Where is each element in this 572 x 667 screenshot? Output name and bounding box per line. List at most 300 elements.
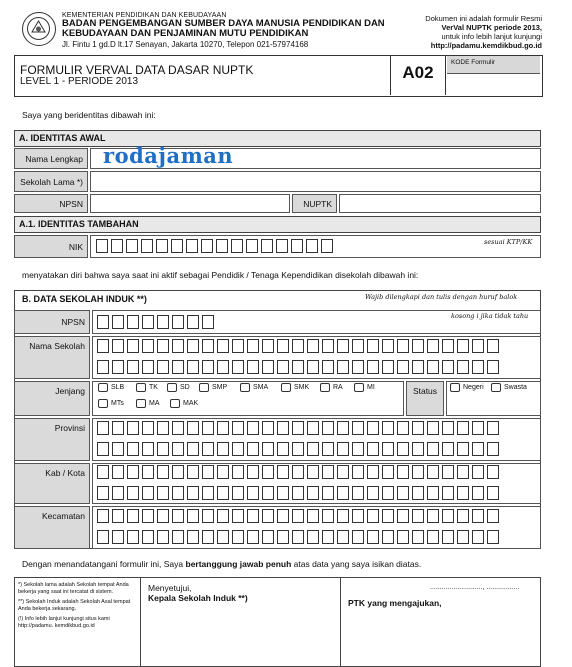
char-box[interactable]: [172, 360, 184, 374]
char-box[interactable]: [382, 360, 394, 374]
char-box[interactable]: [247, 442, 259, 456]
char-box[interactable]: [487, 360, 499, 374]
char-box[interactable]: [187, 465, 199, 479]
char-box[interactable]: [112, 315, 124, 329]
b-kecamatan-label: Kecamatan: [14, 506, 90, 549]
checkbox-icon[interactable]: [98, 383, 108, 392]
char-box[interactable]: [232, 509, 244, 523]
char-box[interactable]: [187, 530, 199, 544]
char-box[interactable]: [412, 530, 424, 544]
char-box[interactable]: [457, 465, 469, 479]
char-box[interactable]: [382, 421, 394, 435]
char-box[interactable]: [112, 442, 124, 456]
char-box[interactable]: [277, 486, 289, 500]
char-box[interactable]: [202, 465, 214, 479]
char-box[interactable]: [97, 530, 109, 544]
checkbox-icon[interactable]: [240, 383, 250, 392]
char-box[interactable]: [141, 239, 153, 253]
char-box[interactable]: [292, 442, 304, 456]
char-box[interactable]: [367, 421, 379, 435]
char-box[interactable]: [397, 339, 409, 353]
char-box[interactable]: [337, 442, 349, 456]
char-box[interactable]: [127, 339, 139, 353]
char-box[interactable]: [412, 421, 424, 435]
char-box[interactable]: [322, 339, 334, 353]
char-box[interactable]: [262, 509, 274, 523]
char-box[interactable]: [307, 421, 319, 435]
sekolah-lama-field[interactable]: [90, 171, 541, 192]
char-box[interactable]: [247, 509, 259, 523]
char-box[interactable]: [202, 339, 214, 353]
checkbox-icon[interactable]: [491, 383, 501, 392]
header-note: [382, 14, 542, 50]
char-box[interactable]: [367, 339, 379, 353]
char-box[interactable]: [337, 421, 349, 435]
jenjang-option-mak[interactable]: [170, 399, 198, 408]
char-box[interactable]: [187, 339, 199, 353]
note-line: untuk info lebih lanjut kunjungi: [441, 32, 542, 41]
char-box[interactable]: [142, 442, 154, 456]
char-box[interactable]: [322, 442, 334, 456]
char-box[interactable]: [442, 465, 454, 479]
char-box[interactable]: [382, 530, 394, 544]
char-box[interactable]: [247, 486, 259, 500]
option-label: Swasta: [504, 384, 527, 391]
char-box[interactable]: [172, 315, 184, 329]
char-box[interactable]: [321, 239, 333, 253]
checkbox-icon[interactable]: [354, 383, 364, 392]
char-box[interactable]: [157, 465, 169, 479]
char-box[interactable]: [442, 339, 454, 353]
char-box[interactable]: [262, 360, 274, 374]
b-status-label: Status: [406, 381, 444, 416]
char-box[interactable]: [337, 465, 349, 479]
char-box[interactable]: [291, 239, 303, 253]
char-box[interactable]: [246, 239, 258, 253]
char-box[interactable]: [172, 421, 184, 435]
char-box[interactable]: [261, 239, 273, 253]
char-box[interactable]: [367, 360, 379, 374]
char-box[interactable]: [472, 339, 484, 353]
char-box[interactable]: [217, 509, 229, 523]
char-box[interactable]: [142, 360, 154, 374]
checkbox-icon[interactable]: [98, 399, 108, 408]
jenjang-option-ra[interactable]: [320, 383, 343, 392]
char-box[interactable]: [232, 360, 244, 374]
char-box[interactable]: [472, 360, 484, 374]
jenjang-option-smp[interactable]: [199, 383, 227, 392]
char-box[interactable]: [292, 465, 304, 479]
char-box[interactable]: [397, 421, 409, 435]
char-box[interactable]: [172, 442, 184, 456]
char-box[interactable]: [217, 530, 229, 544]
char-box[interactable]: [127, 315, 139, 329]
char-box[interactable]: [97, 509, 109, 523]
char-box[interactable]: [397, 442, 409, 456]
char-box[interactable]: [97, 360, 109, 374]
char-box[interactable]: [202, 530, 214, 544]
char-box[interactable]: [472, 465, 484, 479]
jenjang-option-sma[interactable]: [240, 383, 268, 392]
char-box[interactable]: [427, 486, 439, 500]
char-box[interactable]: [397, 486, 409, 500]
checkbox-icon[interactable]: [199, 383, 209, 392]
char-box[interactable]: [487, 530, 499, 544]
char-box[interactable]: [472, 442, 484, 456]
char-box[interactable]: [186, 239, 198, 253]
char-box[interactable]: [172, 339, 184, 353]
char-box[interactable]: [157, 530, 169, 544]
char-box[interactable]: [292, 509, 304, 523]
form-subtitle: LEVEL 1 - PERIODE 2013: [20, 76, 139, 87]
char-box[interactable]: [277, 465, 289, 479]
char-box[interactable]: [322, 486, 334, 500]
char-box[interactable]: [367, 486, 379, 500]
agency-line-1: BADAN PENGEMBANGAN SUMBER DAYA MANUSIA PENDIDIKAN DAN: [62, 18, 385, 29]
b-kab-boxes-2[interactable]: [97, 486, 502, 500]
char-box[interactable]: [202, 315, 214, 329]
char-box[interactable]: [247, 339, 259, 353]
char-box[interactable]: [262, 442, 274, 456]
char-box[interactable]: [307, 530, 319, 544]
char-box[interactable]: [397, 509, 409, 523]
char-box[interactable]: [127, 509, 139, 523]
status-option-swasta[interactable]: [491, 383, 527, 392]
b-npsn-note: kosong i jika tidak tahu: [451, 312, 529, 320]
jenjang-option-mts[interactable]: [98, 399, 124, 408]
char-box[interactable]: [352, 360, 364, 374]
char-box[interactable]: [97, 465, 109, 479]
char-box[interactable]: [427, 465, 439, 479]
char-box[interactable]: [201, 239, 213, 253]
char-box[interactable]: [277, 442, 289, 456]
option-label: SD: [180, 384, 190, 391]
char-box[interactable]: [217, 442, 229, 456]
char-box[interactable]: [487, 421, 499, 435]
char-box[interactable]: [337, 530, 349, 544]
char-box[interactable]: [427, 421, 439, 435]
intro-text: Saya yang beridentitas dibawah ini:: [22, 110, 156, 120]
char-box[interactable]: [157, 486, 169, 500]
char-box[interactable]: [442, 509, 454, 523]
char-box[interactable]: [412, 442, 424, 456]
char-box[interactable]: [262, 339, 274, 353]
footnote-3: (!) Info lebih lanjut kunjungi situs kami http://padamu. kemdikbud.go.id: [18, 616, 110, 629]
char-box[interactable]: [457, 339, 469, 353]
char-box[interactable]: [397, 465, 409, 479]
char-box[interactable]: [277, 509, 289, 523]
char-box[interactable]: [171, 239, 183, 253]
checkbox-icon[interactable]: [136, 399, 146, 408]
char-box[interactable]: [97, 339, 109, 353]
char-box[interactable]: [352, 339, 364, 353]
char-box[interactable]: [412, 360, 424, 374]
char-box[interactable]: [277, 421, 289, 435]
char-box[interactable]: [247, 421, 259, 435]
char-box[interactable]: [142, 315, 154, 329]
char-box[interactable]: [247, 360, 259, 374]
char-box[interactable]: [187, 315, 199, 329]
char-box[interactable]: [307, 465, 319, 479]
char-box[interactable]: [97, 442, 109, 456]
char-box[interactable]: [457, 421, 469, 435]
kode-formulir-field[interactable]: [447, 75, 540, 94]
char-box[interactable]: [202, 421, 214, 435]
form-code: A02: [402, 63, 434, 82]
checkbox-icon[interactable]: [136, 383, 146, 392]
char-box[interactable]: [277, 530, 289, 544]
char-box[interactable]: [367, 442, 379, 456]
char-box[interactable]: [127, 360, 139, 374]
char-box[interactable]: [412, 465, 424, 479]
char-box[interactable]: [142, 465, 154, 479]
jenjang-option-tk[interactable]: [136, 383, 158, 392]
char-box[interactable]: [472, 530, 484, 544]
char-box[interactable]: [172, 486, 184, 500]
char-box[interactable]: [202, 486, 214, 500]
char-box[interactable]: [412, 509, 424, 523]
checkbox-icon[interactable]: [167, 383, 177, 392]
char-box[interactable]: [382, 509, 394, 523]
char-box[interactable]: [232, 465, 244, 479]
b-provinsi-boxes-1[interactable]: [97, 421, 502, 435]
char-box[interactable]: [292, 360, 304, 374]
char-box[interactable]: [487, 509, 499, 523]
char-box[interactable]: [322, 421, 334, 435]
form-title: FORMULIR VERVAL DATA DASAR NUPTK: [20, 63, 254, 77]
char-box[interactable]: [232, 530, 244, 544]
char-box[interactable]: [352, 509, 364, 523]
char-box[interactable]: [307, 442, 319, 456]
char-box[interactable]: [412, 339, 424, 353]
char-box[interactable]: [322, 530, 334, 544]
b-nama-sekolah-boxes-2[interactable]: [97, 360, 502, 374]
jenjang-option-slb[interactable]: [98, 383, 124, 392]
char-box[interactable]: [322, 509, 334, 523]
char-box[interactable]: [142, 339, 154, 353]
char-box[interactable]: [127, 421, 139, 435]
char-box[interactable]: [457, 486, 469, 500]
b-kecamatan-boxes-1[interactable]: [97, 509, 502, 523]
option-label: MA: [149, 400, 160, 407]
char-box[interactable]: [142, 486, 154, 500]
char-box[interactable]: [307, 509, 319, 523]
char-box[interactable]: [487, 339, 499, 353]
char-box[interactable]: [112, 421, 124, 435]
char-box[interactable]: [397, 360, 409, 374]
char-box[interactable]: [247, 465, 259, 479]
char-box[interactable]: [97, 315, 109, 329]
jenjang-option-sd[interactable]: [167, 383, 190, 392]
char-box[interactable]: [142, 509, 154, 523]
char-box[interactable]: [157, 421, 169, 435]
char-box[interactable]: [262, 530, 274, 544]
char-box[interactable]: [442, 442, 454, 456]
char-box[interactable]: [232, 339, 244, 353]
char-box[interactable]: [157, 315, 169, 329]
char-box[interactable]: [457, 360, 469, 374]
b-kab-label: Kab / Kota: [14, 463, 90, 504]
char-box[interactable]: [367, 530, 379, 544]
b-kab-boxes-1[interactable]: [97, 465, 502, 479]
char-box[interactable]: [232, 442, 244, 456]
char-box[interactable]: [172, 530, 184, 544]
char-box[interactable]: [157, 339, 169, 353]
char-box[interactable]: [187, 360, 199, 374]
char-box[interactable]: [217, 360, 229, 374]
char-box[interactable]: [367, 465, 379, 479]
char-box[interactable]: [127, 530, 139, 544]
char-box[interactable]: [262, 465, 274, 479]
char-box[interactable]: [232, 421, 244, 435]
char-box[interactable]: [427, 339, 439, 353]
char-box[interactable]: [97, 421, 109, 435]
char-box[interactable]: [352, 465, 364, 479]
char-box[interactable]: [262, 421, 274, 435]
checkbox-icon[interactable]: [320, 383, 330, 392]
char-box[interactable]: [277, 339, 289, 353]
char-box[interactable]: [232, 486, 244, 500]
checkbox-icon[interactable]: [450, 383, 460, 392]
checkbox-icon[interactable]: [170, 399, 180, 408]
b-kecamatan-boxes-2[interactable]: [97, 530, 502, 544]
char-box[interactable]: [397, 530, 409, 544]
nik-boxes[interactable]: [96, 239, 336, 253]
char-box[interactable]: [112, 360, 124, 374]
char-box[interactable]: [306, 239, 318, 253]
char-box[interactable]: [112, 509, 124, 523]
char-box[interactable]: [337, 360, 349, 374]
nama-lengkap-label: Nama Lengkap: [14, 148, 88, 169]
kode-formulir-label: KODE Formulir: [447, 56, 540, 74]
char-box[interactable]: [216, 239, 228, 253]
char-box[interactable]: [172, 509, 184, 523]
option-label: MI: [367, 384, 375, 391]
char-box[interactable]: [172, 465, 184, 479]
char-box[interactable]: [187, 421, 199, 435]
char-box[interactable]: [427, 530, 439, 544]
char-box[interactable]: [382, 486, 394, 500]
char-box[interactable]: [292, 486, 304, 500]
char-box[interactable]: [142, 530, 154, 544]
char-box[interactable]: [457, 530, 469, 544]
char-box[interactable]: [427, 509, 439, 523]
char-box[interactable]: [202, 442, 214, 456]
char-box[interactable]: [277, 360, 289, 374]
char-box[interactable]: [292, 421, 304, 435]
char-box[interactable]: [427, 360, 439, 374]
b-nama-sekolah-boxes-1[interactable]: [97, 339, 502, 353]
b-provinsi-boxes-2[interactable]: [97, 442, 502, 456]
char-box[interactable]: [112, 339, 124, 353]
char-box[interactable]: [442, 421, 454, 435]
char-box[interactable]: [202, 509, 214, 523]
npsn-label: NPSN: [14, 194, 88, 213]
char-box[interactable]: [382, 442, 394, 456]
char-box[interactable]: [112, 486, 124, 500]
char-box[interactable]: [262, 486, 274, 500]
char-box[interactable]: [187, 509, 199, 523]
char-box[interactable]: [307, 360, 319, 374]
char-box[interactable]: [96, 239, 108, 253]
npsn-field[interactable]: [90, 194, 290, 213]
char-box[interactable]: [292, 339, 304, 353]
char-box[interactable]: [112, 465, 124, 479]
char-box[interactable]: [352, 486, 364, 500]
char-box[interactable]: [292, 530, 304, 544]
char-box[interactable]: [307, 339, 319, 353]
char-box[interactable]: [472, 509, 484, 523]
option-label: Negeri: [463, 384, 484, 391]
char-box[interactable]: [157, 509, 169, 523]
jenjang-option-smk[interactable]: [281, 383, 309, 392]
char-box[interactable]: [142, 421, 154, 435]
char-box[interactable]: [472, 486, 484, 500]
char-box[interactable]: [322, 465, 334, 479]
char-box[interactable]: [337, 339, 349, 353]
char-box[interactable]: [217, 465, 229, 479]
char-box[interactable]: [352, 530, 364, 544]
char-box[interactable]: [112, 530, 124, 544]
char-box[interactable]: [367, 509, 379, 523]
char-box[interactable]: [382, 465, 394, 479]
char-box[interactable]: [352, 442, 364, 456]
char-box[interactable]: [487, 442, 499, 456]
char-box[interactable]: [111, 239, 123, 253]
char-box[interactable]: [352, 421, 364, 435]
checkbox-icon[interactable]: [281, 383, 291, 392]
char-box[interactable]: [157, 442, 169, 456]
char-box[interactable]: [487, 486, 499, 500]
char-box[interactable]: [322, 360, 334, 374]
char-box[interactable]: [217, 339, 229, 353]
char-box[interactable]: [202, 360, 214, 374]
char-box[interactable]: [427, 442, 439, 456]
char-box[interactable]: [127, 442, 139, 456]
char-box[interactable]: [307, 486, 319, 500]
char-box[interactable]: [97, 486, 109, 500]
char-box[interactable]: [126, 239, 138, 253]
char-box[interactable]: [442, 486, 454, 500]
b-npsn-boxes[interactable]: [97, 315, 217, 329]
char-box[interactable]: [127, 465, 139, 479]
char-box[interactable]: [157, 360, 169, 374]
char-box[interactable]: [127, 486, 139, 500]
char-box[interactable]: [276, 239, 288, 253]
char-box[interactable]: [187, 486, 199, 500]
char-box[interactable]: [231, 239, 243, 253]
char-box[interactable]: [337, 509, 349, 523]
jenjang-option-mi[interactable]: [354, 383, 375, 392]
char-box[interactable]: [217, 421, 229, 435]
char-box[interactable]: [187, 442, 199, 456]
char-box[interactable]: [442, 360, 454, 374]
status-option-negeri[interactable]: [450, 383, 484, 392]
char-box[interactable]: [382, 339, 394, 353]
char-box[interactable]: [442, 530, 454, 544]
jenjang-option-ma[interactable]: [136, 399, 160, 408]
char-box[interactable]: [217, 486, 229, 500]
char-box[interactable]: [337, 486, 349, 500]
char-box[interactable]: [156, 239, 168, 253]
char-box[interactable]: [457, 509, 469, 523]
char-box[interactable]: [472, 421, 484, 435]
char-box[interactable]: [247, 530, 259, 544]
nuptk-field[interactable]: [339, 194, 541, 213]
char-box[interactable]: [412, 486, 424, 500]
char-box[interactable]: [457, 442, 469, 456]
char-box[interactable]: [487, 465, 499, 479]
